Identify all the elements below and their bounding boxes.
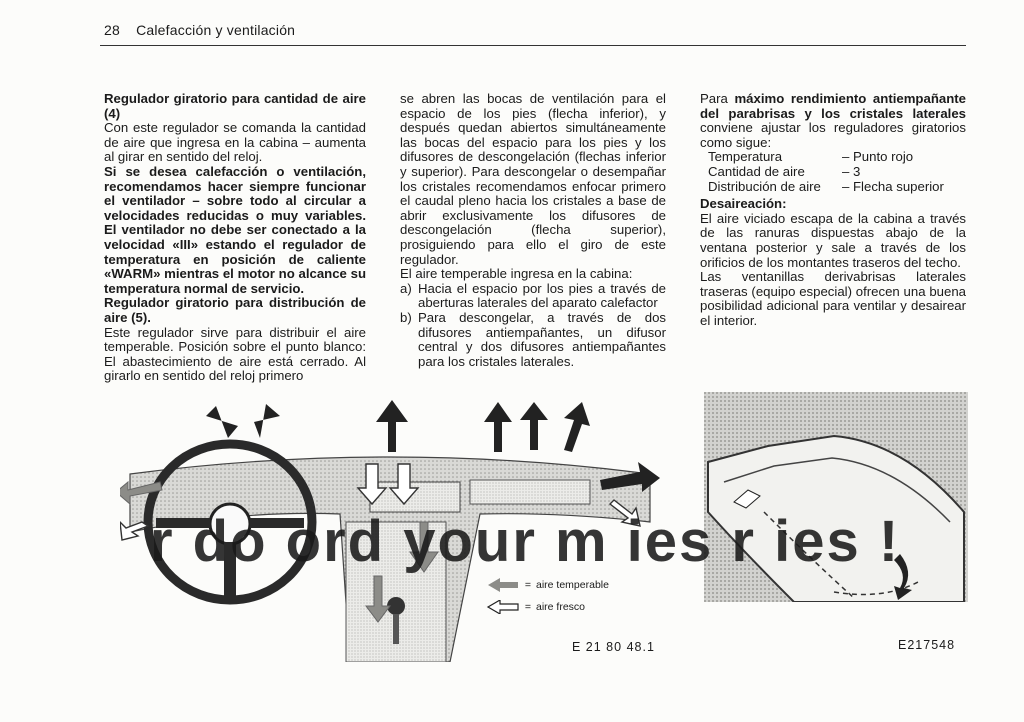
legend-label: aire fresco [536,601,586,613]
figure-code: E 21 80 48.1 [572,640,655,654]
gear-lever [393,614,399,644]
settings-row: Cantidad de aire – 3 [708,163,861,179]
legend-row: = aire temperable [486,574,609,596]
list-marker: a) [400,280,412,296]
legend-row: = aire fresco [486,596,609,618]
settings-row: Temperatura – Punto rojo [708,149,914,165]
page-header [104,22,295,38]
list-item [400,282,666,311]
paragraph-fan-recommendation: Si se desea calefacción o ventilación, recomendamos hacer siempre funcionar el ventilador – sobre todo al circular a velocidades reducidas o muy variables. El ventilador no debe ser conectado a la velocidad «III» estando el regulador de temperatura en posición de caliente «WARM» mientras el motor no alcance su temperatura normal de servicio. [104,163,366,296]
settings-row: Distribución de aire – Flecha superior [708,178,944,194]
legend-label: aire temperable [536,579,609,591]
heading-air-quantity: Regulador giratorio para cantidad de aire (4) [104,91,366,121]
text-column-3 [700,92,966,329]
paragraph-air-distribution: Este regulador sirve para distribuir el aire temperable. Posición sobre el punto blanco: El abastecimiento de aire está cerrado. Al girarlo en sentido del reloj primero [104,324,366,384]
paragraph-max-defog: Para máximo rendimiento antiempañante del parabrisas y los cristales laterales conviene ajustar los reguladores giratorios como sigue: [700,91,966,150]
chapter-title: Calefacción y ventilación [136,22,296,38]
figure-code: E217548 [898,638,956,652]
list-text: Hacia el espacio por los pies a través de aberturas laterales del aparato calefactor [418,280,666,311]
paragraph-distribution-continued: se abren las bocas de ventilación para el espacio de los pies (flecha inferior), y después quedan abiertos simultáneamente las bocas del espacio para los pies y los difusores de descongelación (flechas inferior y superior). Para descongelar o desempañar los cristales recomendamos enfocar primero el caudal pleno hacia los cristales a base de abrir exclusivamente los difusores de descongelación (flecha superior), prosiguiendo para ello el giro de este regulador. [400,91,666,267]
text-column-2 [400,92,666,369]
solid-arrow-icon [486,578,520,592]
paragraph-deaeration: El aire viciado escapa de la cabina a través de las ranuras dispuestas abajo de la ventana posterior y sale a través de los orificios de los montantes traseros del techo. [700,210,966,270]
heading-deaeration: Desaireación: [700,196,787,212]
paragraph-rear-vents: Las ventanillas derivabrisas laterales traseras (equipo especial) ofrecen una buena posibilidad adicional para ventilar y desairear el interior. [700,269,966,328]
settings-table [708,150,966,194]
header-rule [100,45,966,46]
figure-legend [486,574,609,618]
heading-air-distribution: Regulador giratorio para distribución de aire (5). [104,295,366,325]
watermark-overlay: r do ord your m ies r ies ! [150,509,901,574]
text-column-1 [104,92,366,384]
page-number: 28 [104,22,120,38]
glovebox [470,480,590,504]
list-marker: b) [400,309,412,325]
paragraph-air-quantity: Con este regulador se comanda la cantidad de aire que ingresa en la cabina – aumenta al girar en sentido del reloj. [104,120,366,165]
paragraph-air-entry: El aire temperable ingresa en la cabina: [400,266,633,282]
list-item [400,311,666,369]
list-text: Para descongelar, a través de dos difusores antiempañantes, un difusor central y dos difusores antiempañantes para los cristales laterales. [418,309,666,369]
outline-arrow-icon [486,600,520,614]
